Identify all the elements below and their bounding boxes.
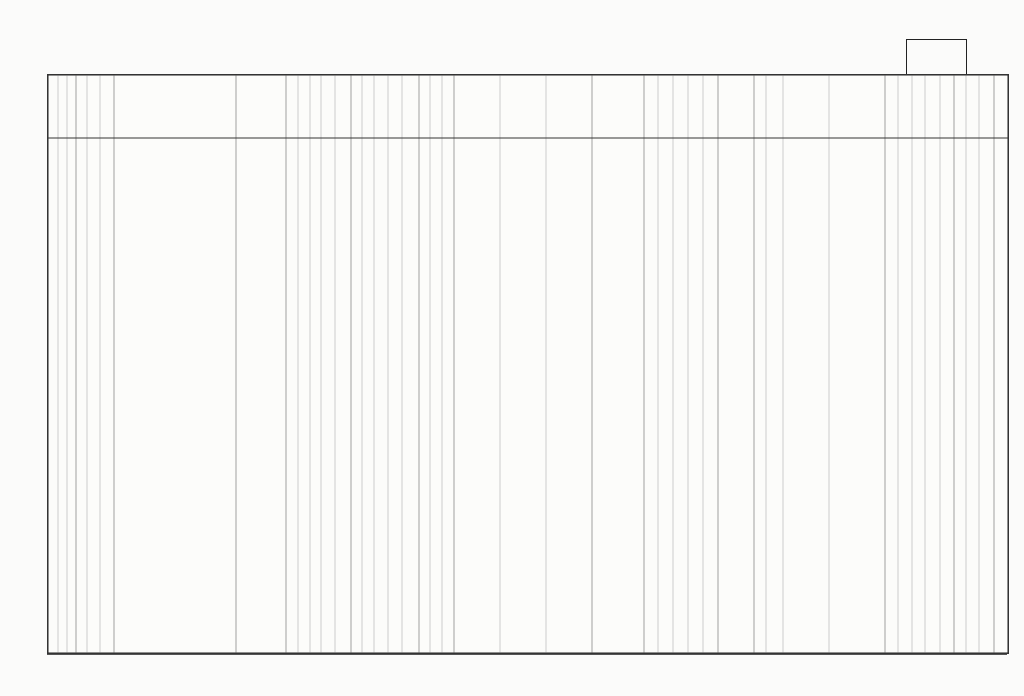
census-footer [47,654,1007,687]
census-table [47,74,1009,654]
sheet-box [906,39,967,77]
census-grid [48,75,1008,653]
